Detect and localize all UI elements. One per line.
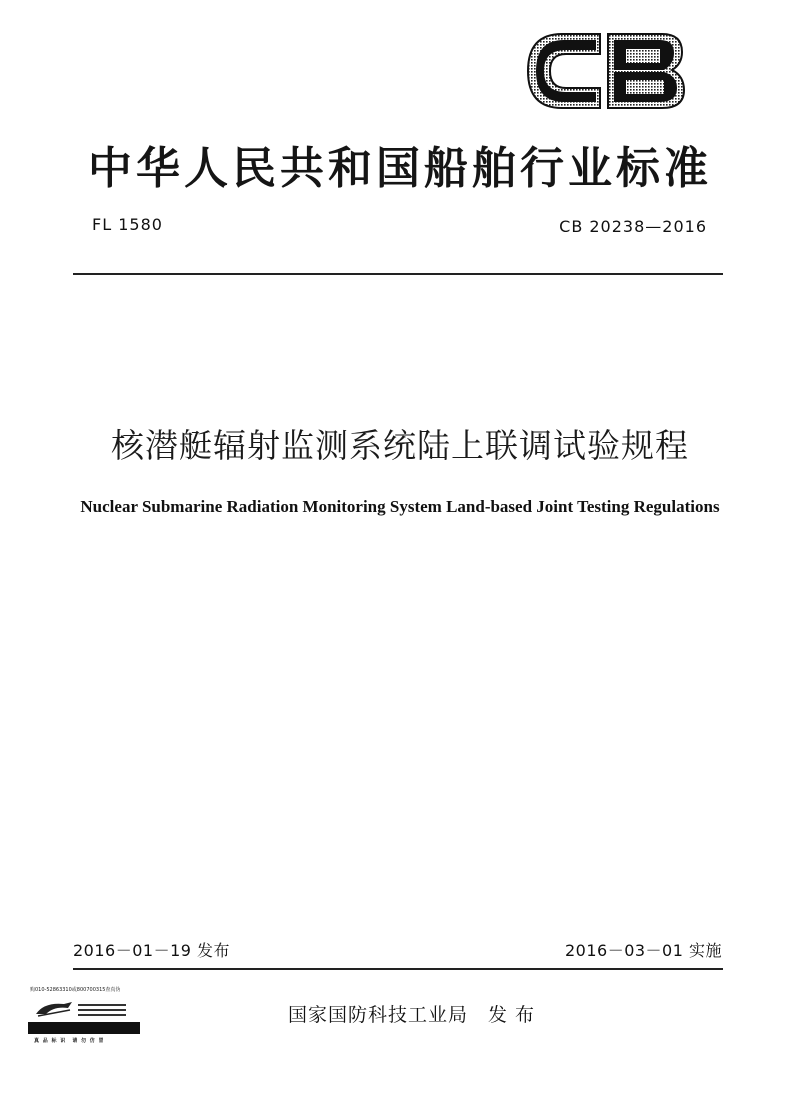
issue-date: 2016－01－19 发布 — [73, 941, 231, 960]
implementation-date: 2016－03－01 实施 — [564, 941, 722, 960]
stamp-label: 真 品 标 识 请 勿 仿 冒 — [34, 1038, 105, 1044]
stamp-text-lines — [78, 1004, 126, 1019]
cb-logo-icon — [522, 26, 688, 116]
document-title-zh: 核潜艇辐射监测系统陆上联调试验规程 — [111, 426, 689, 465]
document-title-en: Nuclear Submarine Radiation Monitoring System Land-based Joint Testing Regulations — [80, 497, 720, 516]
standard-number: CB 20238—2016 — [559, 217, 707, 236]
standard-category-title: 中华人民共和国船舶行业标准 — [88, 143, 712, 194]
footer-divider — [73, 968, 723, 970]
stamp-black-bar — [28, 1022, 140, 1034]
stamp-verification-text: 购010-52863310或800700315查真伪 — [30, 987, 121, 993]
header-divider — [73, 273, 723, 275]
stamp-logo-icon — [34, 1000, 74, 1018]
publisher: 国家国防科技工业局 发 布 — [288, 1004, 536, 1026]
authenticity-stamp — [28, 986, 140, 1046]
classification-code: FL 1580 — [92, 215, 163, 234]
